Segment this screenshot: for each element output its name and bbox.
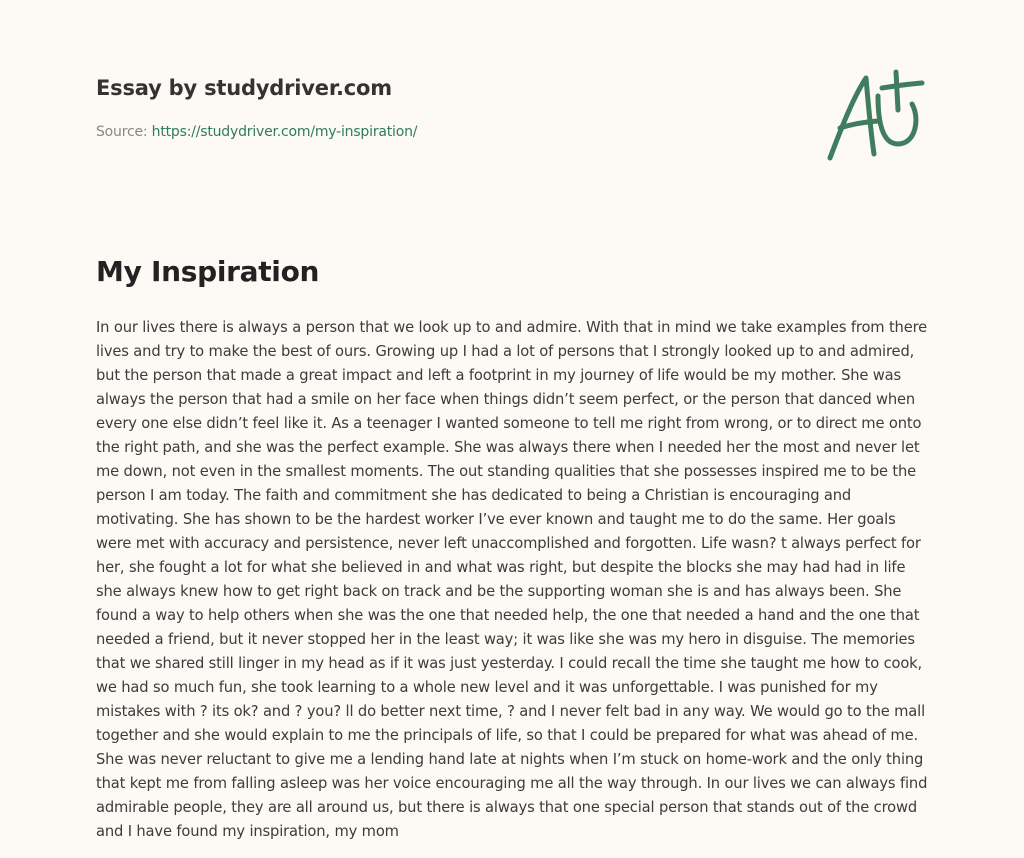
essay-title: My Inspiration <box>96 255 320 288</box>
site-title: Essay by studydriver.com <box>96 76 392 100</box>
source-link[interactable]: https://studydriver.com/my-inspiration/ <box>151 124 418 140</box>
a-plus-logo-icon <box>820 66 930 166</box>
essay-body: In our lives there is always a person that we look up to and admire. With that in mind we take examples from there lives and try to make the best of ours. Growing up I had a lot of persons that I strongly looked up to and admired, but the person that made a great impact and left a footprint in my journey of life would be my mother. She was always the person that had a smile on her face when things didn’t seem perfect, or the person that danced when every one else didn’t feel like it. As a teenager I wanted someone to tell me right from wrong, or to direct me onto the right path, and she was the perfect example. She was always there when I needed her the most and never let me down, not even in the smallest moments. The out standing qualities that she possesses inspired me to be the person I am today. The faith and commitment she has dedicated to being a Christian is encouraging and motivating. She has shown to be the hardest worker I’ve ever known and taught me to do the same. Her goals were met with accuracy and persistence, never left unaccomplished and forgotten. Life wasn? t always perfect for her, she fought a lot for what she believed in and what was right, but despite the blocks she may had had in life she always knew how to get right back on track and be the supporting woman she is and has always been. She found a way to help others when she was the one that needed help, the one that needed a hand and the one that needed a friend, but it never stopped her in the least way; it was like she was my hero in disguise. The memories that we shared still linger in my head as if it was just yesterday. I could recall the time she taught me how to cook, we had so much fun, she took learning to a whole new level and it was unforgettable. I was punished for my mistakes with ? its ok? and ? you? ll do better next time, ? and I never felt bad in any way. We would go to the mall together and she would explain to me the principals of life, so that I could be prepared for what was ahead of me. She was never reluctant to give me a lending hand late at nights when I’m stuck on home-work and the only thing that kept me from falling asleep was her voice encouraging me all the way through. In our lives we can always find admirable people, they are all around us, but there is always that one special person that stands out of the crowd and I have found my inspiration, my mom <box>96 319 928 840</box>
source-line <box>96 124 417 140</box>
source-label: Source: <box>96 124 148 140</box>
